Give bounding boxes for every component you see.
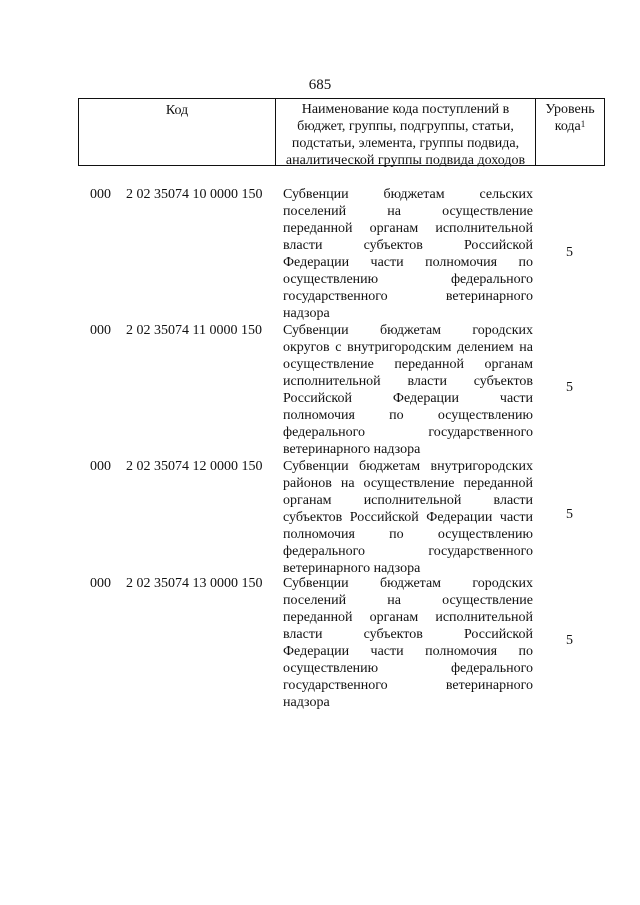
page-number: 685	[308, 77, 332, 93]
row-name	[283, 186, 533, 322]
table-header	[78, 98, 605, 166]
row-name-line: поселений на осуществление	[283, 593, 533, 608]
row-group-code: 000	[90, 323, 111, 338]
footnote-marker: 1	[580, 119, 586, 129]
header-code: Код	[79, 99, 276, 165]
row-name	[283, 322, 533, 458]
row-revenue-code: 2 02 35074 10 0000 150	[126, 187, 263, 202]
row-level: 5	[566, 245, 573, 260]
row-name-line: субъектов Российской Федерации части	[283, 510, 533, 525]
row-name-line: Федерации части полномочия по	[283, 255, 533, 270]
row-group-code: 000	[90, 459, 111, 474]
row-name-line: надзора	[283, 306, 330, 321]
row-name-line: органам исполнительной власти	[283, 493, 533, 508]
row-name-line: полномочия по осуществлению	[283, 408, 533, 423]
row-group-code: 000	[90, 576, 111, 591]
row-name	[283, 575, 533, 711]
row-name-line: власти субъектов Российской	[283, 238, 533, 253]
row-name-line: власти субъектов Российской	[283, 627, 533, 642]
row-name-line: федерального государственного	[283, 425, 533, 440]
row-name-line: осуществление переданной органам	[283, 357, 533, 372]
row-name-line: переданной органам исполнительной	[283, 610, 533, 625]
row-level: 5	[566, 380, 573, 395]
row-level: 5	[566, 507, 573, 522]
row-name	[283, 458, 533, 577]
row-name-line: ветеринарного надзора	[283, 561, 421, 576]
row-name-line: переданной органам исполнительной	[283, 221, 533, 236]
row-name-line: государственного ветеринарного	[283, 678, 533, 693]
row-name-line: осуществлению федерального	[283, 661, 533, 676]
row-level: 5	[566, 633, 573, 648]
row-name-line: Субвенции бюджетам городских	[283, 576, 533, 591]
header-level-label: Уровень кода	[545, 102, 595, 134]
row-revenue-code: 2 02 35074 13 0000 150	[126, 576, 263, 591]
header-name: Наименование кода поступлений в бюджет, группы, подгруппы, статьи, подстатьи, элемента, группы подвида, аналитической группы подвида доходов	[276, 99, 536, 165]
row-name-line: Субвенции бюджетам внутригородских	[283, 459, 533, 474]
row-name-line: федерального государственного	[283, 544, 533, 559]
row-revenue-code: 2 02 35074 11 0000 150	[126, 323, 262, 338]
row-name-line: осуществлению федерального	[283, 272, 533, 287]
row-name-line: надзора	[283, 695, 330, 710]
row-name-line: полномочия по осуществлению	[283, 527, 533, 542]
row-name-line: ветеринарного надзора	[283, 442, 421, 457]
row-name-line: Российской Федерации части	[283, 391, 533, 406]
row-group-code: 000	[90, 187, 111, 202]
row-revenue-code: 2 02 35074 12 0000 150	[126, 459, 263, 474]
row-name-line: районов на осуществление переданной	[283, 476, 533, 491]
row-name-line: поселений на осуществление	[283, 204, 533, 219]
row-name-line: округов с внутригородским делением на	[283, 340, 533, 355]
row-name-line: Субвенции бюджетам сельских	[283, 187, 533, 202]
row-name-line: Субвенции бюджетам городских	[283, 323, 533, 338]
row-name-line: Федерации части полномочия по	[283, 644, 533, 659]
row-name-line: государственного ветеринарного	[283, 289, 533, 304]
row-name-line: исполнительной власти субъектов	[283, 374, 533, 389]
header-level	[536, 99, 604, 165]
